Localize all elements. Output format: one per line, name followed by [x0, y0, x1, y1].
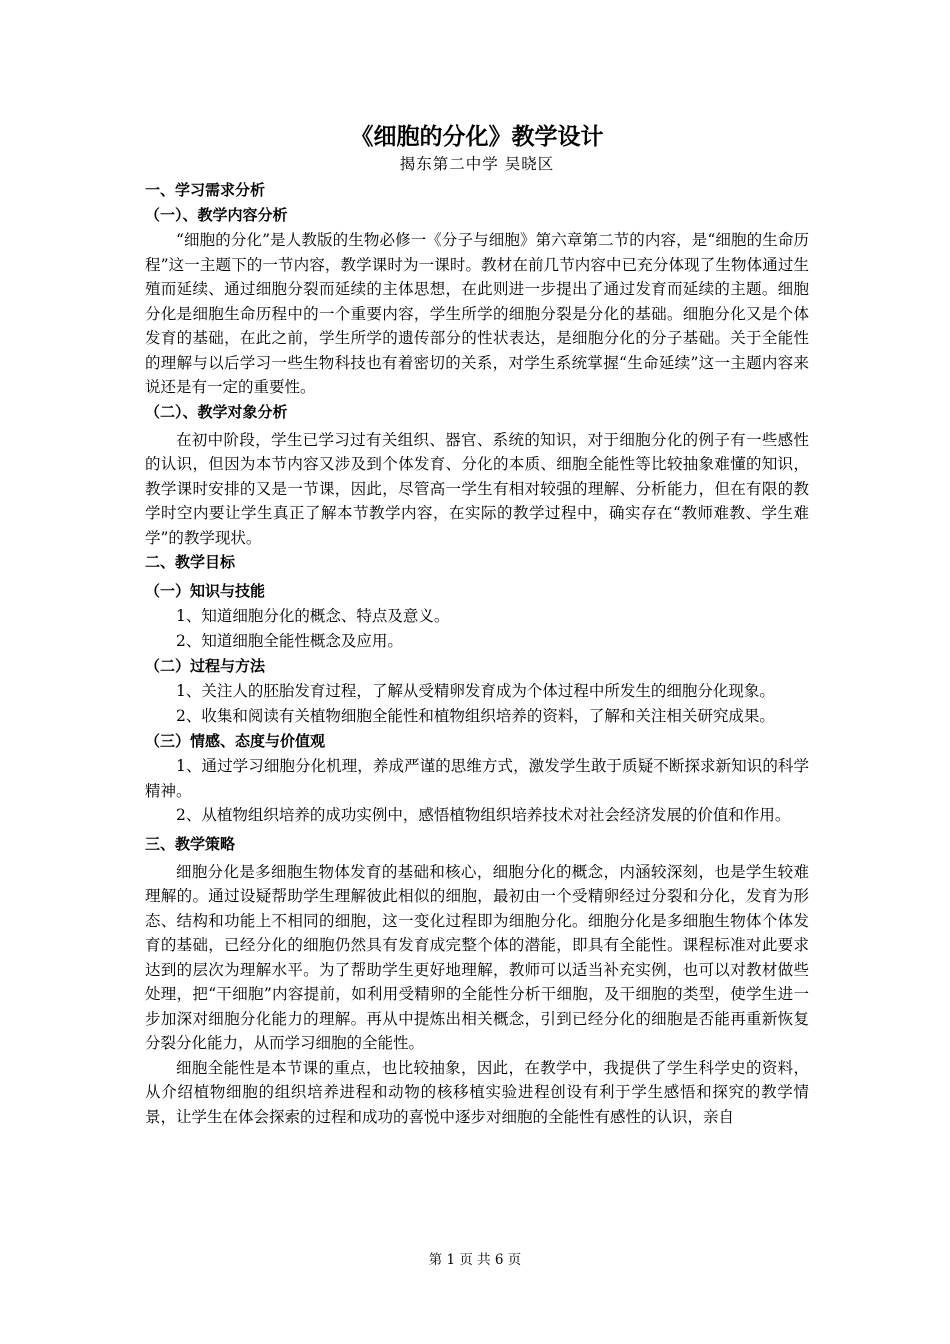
section-heading-teaching-strategy: 三、教学策略	[145, 834, 236, 853]
paragraph-strategy-differentiation: 细胞分化是多细胞生物体发育的基础和核心，细胞分化的概念，内涵较深刻，也是学生较难理解的。通过设疑帮助学生理解彼此相似的细胞，最初由一个受精卵经过分裂和分化，发育为形态、结构和功能上不相同的细胞，这一变化过程即为细胞分化。细胞分化是多细胞生物体个体发育的基础，已经分化的细胞仍然具有发育成完整个体的潜能，即具有全能性。课程标准对此要求达到的层次为理解水平。为了帮助学生更好地理解，教师可以适当补充实例，也可以对教材做些处理，把“干细胞”内容提前，如利用受精卵的全能性分析干细胞，及干细胞的类型，使学生进一步加深对细胞分化能力的理解。再从中提炼出相关概念，引到已经分化的细胞是否能再重新恢复分裂分化能力，从而学习细胞的全能性。	[145, 862, 809, 1052]
list-item: 2、收集和阅读有关植物细胞全能性和植物组织培养的资料，了解和关注相关研究成果。	[176, 707, 775, 725]
document-title: 《细胞的分化》教学设计	[350, 123, 604, 150]
subsection-heading-content-analysis: （一）、教学内容分析	[145, 206, 288, 224]
subsection-heading-audience-analysis: （二）、教学对象分析	[145, 402, 288, 421]
list-item: 1、知道细胞分化的概念、特点及意义。	[176, 607, 450, 625]
subsection-heading-values: （三）情感、态度与价值观	[145, 732, 326, 750]
paragraph-audience-analysis: 在初中阶段，学生已学习过有关组织、器官、系统的知识，对于细胞分化的例子有一些感性的认识，但因为本节内容又涉及到个体发育、分化的本质、细胞全能性等比较抽象难懂的知识，教学课时安排的又是一节课，因此，尽管高一学生有相对较强的理解、分析能力，但在有限的教学时空内要让学生真正了解本节教学内容，在实际的教学过程中，确实存在“教师难教、学生难学”的教学现状。	[145, 430, 809, 547]
section-heading-needs-analysis: 一、学习需求分析	[145, 181, 266, 199]
subsection-heading-process-methods: （二）过程与方法	[145, 657, 266, 675]
page-number-footer: 第 1 页 共 6 页	[428, 1252, 522, 1268]
author-line: 揭东第二中学 吴晓区	[399, 155, 555, 173]
paragraph-strategy-totipotency: 细胞全能性是本节课的重点，也比较抽象，因此，在教学中，我提供了学生科学史的资料，从介绍植物细胞的组织培养进程和动物的核移植实验进程创设有利于学生感悟和探究的教学情景，让学生在体会探索的过程和成功的喜悦中逐步对细胞的全能性有感性的认识，亲自	[145, 1058, 809, 1126]
list-item: 2、知道细胞全能性概念及应用。	[176, 632, 403, 650]
paragraph-content-analysis: “细胞的分化”是人教版的生物必修一《分子与细胞》第六章第二节的内容，是“细胞的生命历程”这一主题下的一节内容，教学课时为一课时。教材在前几节内容中已充分体现了生物体通过生殖而延续、通过细胞分裂而延续的主体思想，在此则进一步提出了通过发育而延续的主题。细胞分化是细胞生命历程中的一个重要内容，学生所学的细胞分裂是分化的基础。细胞分化又是个体发育的基础，在此之前，学生所学的遗传部分的性状表达，是细胞分化的分子基础。关于全能性的理解与以后学习一些生物科技也有着密切的关系，对学生系统掌握“生命延续”这一主题内容来说还是有一定的重要性。	[145, 231, 809, 396]
list-item: 1、关注人的胚胎发育过程，了解从受精卵发育成为个体过程中所发生的细胞分化现象。	[176, 682, 775, 700]
list-item: 2、从植物组织培养的成功实例中，感悟植物组织培养技术对社会经济发展的价值和作用。	[176, 806, 791, 824]
subsection-heading-knowledge-skills: （一）知识与技能	[145, 582, 266, 600]
list-item: 1、通过学习细胞分化机理，养成严谨的思维方式，激发学生敢于质疑不断探求新知识的科学精神。	[145, 757, 809, 800]
document-page	[145, 122, 809, 1129]
section-heading-teaching-goals: 二、教学目标	[145, 553, 236, 571]
